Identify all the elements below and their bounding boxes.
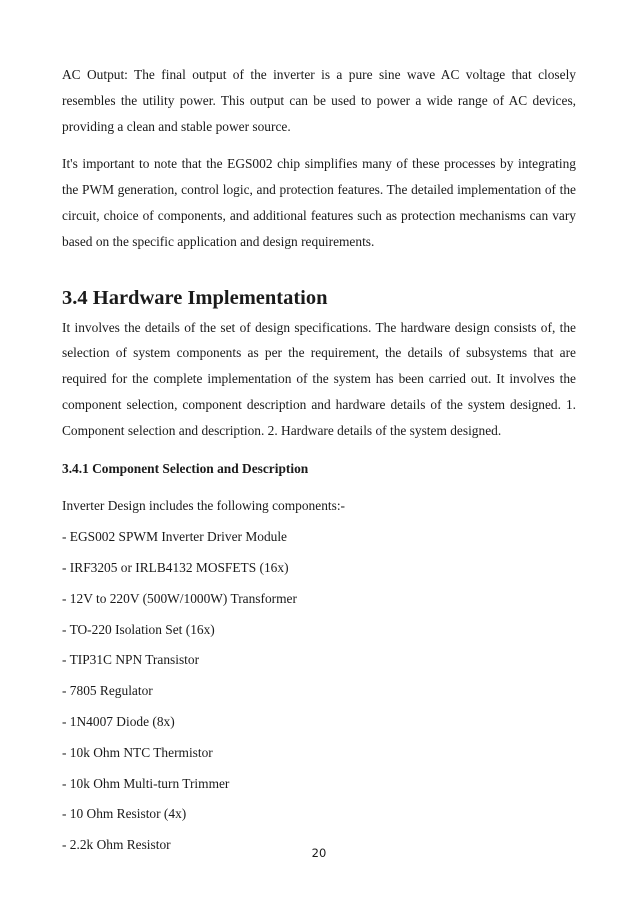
component-item: - IRF3205 or IRLB4132 MOSFETS (16x) xyxy=(62,559,289,575)
page-number: 20 xyxy=(311,846,327,860)
subsection-heading: 3.4.1 Component Selection and Description xyxy=(62,460,309,476)
component-item: - 1N4007 Diode (8x) xyxy=(62,713,175,729)
component-item: - TO-220 Isolation Set (16x) xyxy=(62,621,215,637)
components-intro: Inverter Design includes the following components:- xyxy=(62,498,345,514)
component-item: - TIP31C NPN Transistor xyxy=(62,652,200,668)
component-item: - 10 Ohm Resistor (4x) xyxy=(62,806,187,822)
component-item: - 10k Ohm Multi-turn Trimmer xyxy=(62,775,230,791)
component-item: - 10k Ohm NTC Thermistor xyxy=(62,744,213,760)
component-item: - EGS002 SPWM Inverter Driver Module xyxy=(62,529,287,545)
egs002-note-paragraph: It's important to note that the EGS002 chip simplifies many of these processes by integrating the PWM generation, control logic, and protection features. The detailed implementation of the circuit, choice of components, and additional features such as protection mechanisms can vary based on the specific application and design requirements. xyxy=(62,156,576,249)
document-page xyxy=(62,62,576,858)
section-body-paragraph: It involves the details of the set of design specifications. The hardware design consists of, the selection of system components as per the requirement, the details of subsystems that are required for the complete implementation of the system has been carried out. It involves the component selection, component description and hardware details of the system designed. 1. Component selection and description. 2. Hardware details of the system designed. xyxy=(62,319,576,438)
section-heading: 3.4 Hardware Implementation xyxy=(62,286,328,309)
component-list xyxy=(62,524,576,858)
component-item: - 12V to 220V (500W/1000W) Transformer xyxy=(62,590,297,606)
component-item: - 2.2k Ohm Resistor xyxy=(62,837,171,853)
component-item: - 7805 Regulator xyxy=(62,683,153,699)
ac-output-paragraph: AC Output: The final output of the inverter is a pure sine wave AC voltage that closely resembles the utility power. This output can be used to power a wide range of AC devices, providing a clean and stable power source. xyxy=(62,67,576,134)
